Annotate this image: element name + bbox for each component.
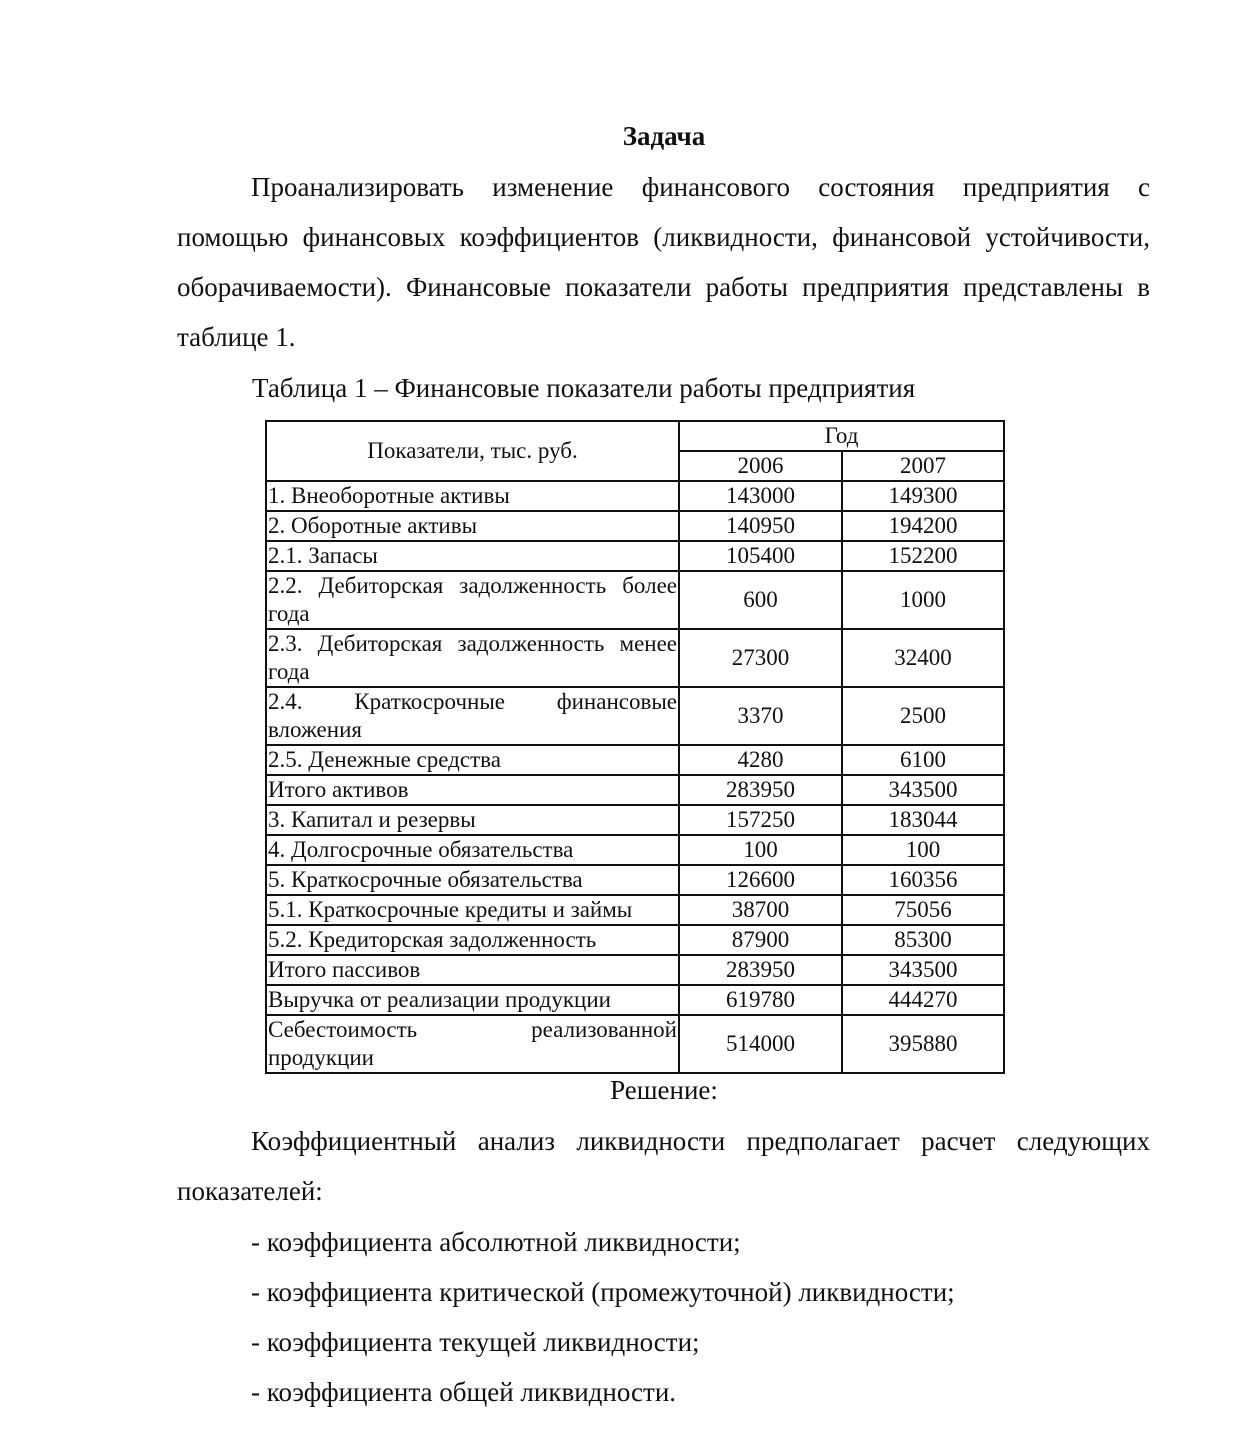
value-2007: 100: [842, 835, 1004, 865]
value-2007: 6100: [842, 745, 1004, 775]
header-year: Год: [679, 421, 1004, 451]
table-row: [266, 481, 1004, 511]
solution-heading: Решение:: [610, 1075, 718, 1105]
value-2007: 75056: [842, 895, 1004, 925]
table-row: [266, 895, 1004, 925]
value-2006: 100: [679, 835, 842, 865]
value-2006: 126600: [679, 865, 842, 895]
solution-paragraph: Коэффициентный анализ ликвидности предполагает расчет следующих показателей:: [177, 1126, 1150, 1206]
value-2006: 105400: [679, 541, 842, 571]
table-row: [266, 687, 1004, 745]
table-row: [266, 775, 1004, 805]
list-item: - коэффициента общей ликвидности.: [251, 1377, 677, 1407]
row-label: 2.3. Дебиторская задолженность менее года: [266, 629, 679, 687]
table-row: [266, 985, 1004, 1015]
value-2006: 619780: [679, 985, 842, 1015]
value-2006: 3370: [679, 687, 842, 745]
value-2006: 157250: [679, 805, 842, 835]
header-year-2006: 2006: [679, 451, 842, 481]
row-label: Итого активов: [266, 775, 679, 805]
row-label: 2.5. Денежные средства: [266, 745, 679, 775]
header-year-2007: 2007: [842, 451, 1004, 481]
value-2007: 444270: [842, 985, 1004, 1015]
table-row: [266, 955, 1004, 985]
value-2007: 395880: [842, 1015, 1004, 1073]
value-2007: 343500: [842, 775, 1004, 805]
value-2006: 140950: [679, 511, 842, 541]
value-2007: 343500: [842, 955, 1004, 985]
row-label: 2.2. Дебиторская задолженность более года: [266, 571, 679, 629]
table-row: [266, 745, 1004, 775]
value-2006: 283950: [679, 955, 842, 985]
list-item: - коэффициента абсолютной ликвидности;: [251, 1227, 741, 1257]
table-row: [266, 835, 1004, 865]
value-2007: 1000: [842, 571, 1004, 629]
list-item: - коэффициента текущей ликвидности;: [251, 1327, 700, 1357]
row-label: 4. Долгосрочные обязательства: [266, 835, 679, 865]
value-2006: 283950: [679, 775, 842, 805]
value-2007: 183044: [842, 805, 1004, 835]
page-title: Задача: [622, 121, 706, 151]
row-label: 2.4. Краткосрочные финансовые вложения: [266, 687, 679, 745]
row-label: Итого пассивов: [266, 955, 679, 985]
table-row: [266, 925, 1004, 955]
row-label: 2.1. Запасы: [266, 541, 679, 571]
table-row: [266, 1015, 1004, 1073]
table-row: [266, 511, 1004, 541]
row-label: 1. Внеоборотные активы: [266, 481, 679, 511]
row-label: 5.2. Кредиторская задолженность: [266, 925, 679, 955]
value-2006: 27300: [679, 629, 842, 687]
value-2006: 600: [679, 571, 842, 629]
financial-table: [265, 420, 1005, 1074]
row-label: 5.1. Краткосрочные кредиты и займы: [266, 895, 679, 925]
table-row: [266, 571, 1004, 629]
table-row: [266, 865, 1004, 895]
value-2007: 194200: [842, 511, 1004, 541]
table-row: [266, 805, 1004, 835]
value-2006: 87900: [679, 925, 842, 955]
value-2006: 4280: [679, 745, 842, 775]
value-2007: 149300: [842, 481, 1004, 511]
row-label: 2. Оборотные активы: [266, 511, 679, 541]
task-paragraph: Проанализировать изменение финансового состояния предприятия с помощью финансовых коэффициентов (ликвидности, финансовой устойчивости, оборачиваемости). Финансовые показатели работы предприятия представлены в таблице 1.: [177, 172, 1150, 352]
value-2007: 85300: [842, 925, 1004, 955]
table-row: [266, 541, 1004, 571]
table-caption: Таблица 1 – Финансовые показатели работы предприятия: [252, 373, 916, 403]
value-2007: 152200: [842, 541, 1004, 571]
value-2007: 160356: [842, 865, 1004, 895]
row-label: Себестоимость реализованной продукции: [266, 1015, 679, 1073]
table-row: [266, 629, 1004, 687]
row-label: 5. Краткосрочные обязательства: [266, 865, 679, 895]
value-2006: 514000: [679, 1015, 842, 1073]
row-label: Выручка от реализации продукции: [266, 985, 679, 1015]
value-2007: 2500: [842, 687, 1004, 745]
value-2007: 32400: [842, 629, 1004, 687]
value-2006: 143000: [679, 481, 842, 511]
list-item: - коэффициента критической (промежуточной) ликвидности;: [251, 1277, 955, 1307]
row-label: 3. Капитал и резервы: [266, 805, 679, 835]
value-2006: 38700: [679, 895, 842, 925]
header-indicator: Показатели, тыс. руб.: [266, 421, 679, 481]
